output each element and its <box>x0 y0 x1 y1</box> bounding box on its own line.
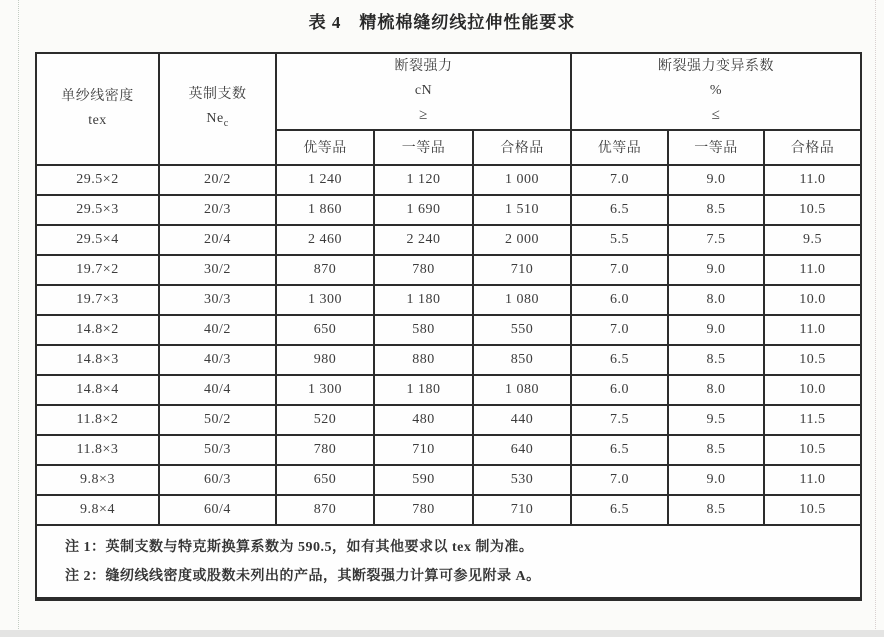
cell-cv-premium: 7.0 <box>571 165 668 195</box>
cell-strength-premium: 1 300 <box>276 285 374 315</box>
cell-strength-first: 480 <box>374 405 473 435</box>
header-english-count <box>159 53 276 165</box>
header-row-groups <box>36 53 861 130</box>
cell-strength-qualified: 1 510 <box>473 195 571 225</box>
table-row <box>36 435 861 465</box>
cell-cv-premium: 6.0 <box>571 375 668 405</box>
cell-strength-first: 1 120 <box>374 165 473 195</box>
cell-density: 29.5×4 <box>36 225 159 255</box>
cell-ne: 40/3 <box>159 345 276 375</box>
cell-strength-qualified: 1 080 <box>473 375 571 405</box>
breaking-strength-operator: ≥ <box>419 107 428 124</box>
cv-operator: ≤ <box>711 107 721 124</box>
note-2: 注 2：缝纫线线密度或股数未列出的产品，其断裂强力计算可参见附录 A。 <box>65 569 541 584</box>
cell-strength-first: 880 <box>374 345 473 375</box>
cell-strength-premium: 1 860 <box>276 195 374 225</box>
cell-cv-premium: 7.5 <box>571 405 668 435</box>
cell-ne: 20/2 <box>159 165 276 195</box>
cell-cv-qualified: 10.5 <box>764 195 861 225</box>
table-row <box>36 465 861 495</box>
cell-cv-premium: 5.5 <box>571 225 668 255</box>
cell-strength-qualified: 2 000 <box>473 225 571 255</box>
cell-cv-first: 9.0 <box>668 255 764 285</box>
cell-cv-premium: 7.0 <box>571 315 668 345</box>
cell-cv-qualified: 10.5 <box>764 495 861 525</box>
cell-cv-qualified: 11.0 <box>764 315 861 345</box>
header-english-count-label: 英制支数 <box>188 86 247 102</box>
cell-density: 11.8×2 <box>36 405 159 435</box>
cell-cv-premium: 6.5 <box>571 345 668 375</box>
cell-strength-first: 2 240 <box>374 225 473 255</box>
table-row <box>36 195 861 225</box>
cell-cv-first: 8.5 <box>668 495 764 525</box>
cell-density: 11.8×3 <box>36 435 159 465</box>
header-strength-first: 一等品 <box>374 130 473 165</box>
cell-strength-premium: 870 <box>276 495 374 525</box>
table-row <box>36 405 861 435</box>
page-bottom-strip <box>0 630 884 637</box>
cell-strength-qualified: 1 080 <box>473 285 571 315</box>
cell-cv-first: 8.5 <box>668 345 764 375</box>
cell-strength-qualified: 550 <box>473 315 571 345</box>
cell-cv-qualified: 10.5 <box>764 345 861 375</box>
cell-cv-qualified: 11.0 <box>764 165 861 195</box>
cell-ne: 30/3 <box>159 285 276 315</box>
cell-density: 9.8×4 <box>36 495 159 525</box>
cell-cv-qualified: 10.0 <box>764 375 861 405</box>
cell-strength-premium: 1 300 <box>276 375 374 405</box>
header-cv-qualified: 合格品 <box>764 130 861 165</box>
cell-strength-qualified: 1 000 <box>473 165 571 195</box>
cv-title: 断裂强力变异系数 <box>658 59 774 75</box>
cell-strength-qualified: 640 <box>473 435 571 465</box>
cell-strength-premium: 1 240 <box>276 165 374 195</box>
cell-ne: 30/2 <box>159 255 276 285</box>
cell-strength-qualified: 530 <box>473 465 571 495</box>
table-row <box>36 315 861 345</box>
cell-strength-qualified: 710 <box>473 255 571 285</box>
table-row <box>36 225 861 255</box>
cell-cv-first: 9.5 <box>668 405 764 435</box>
cv-unit: % <box>709 83 723 99</box>
table-row <box>36 375 861 405</box>
header-cv-group <box>571 53 861 130</box>
cell-cv-first: 9.0 <box>668 465 764 495</box>
cell-strength-premium: 780 <box>276 435 374 465</box>
cell-cv-first: 8.0 <box>668 375 764 405</box>
cell-cv-qualified: 11.5 <box>764 405 861 435</box>
cell-cv-first: 9.0 <box>668 315 764 345</box>
cell-ne: 60/4 <box>159 495 276 525</box>
header-density-unit: tex <box>88 113 107 128</box>
cell-density: 9.8×3 <box>36 465 159 495</box>
cell-cv-first: 9.0 <box>668 165 764 195</box>
cell-density: 29.5×2 <box>36 165 159 195</box>
cell-cv-premium: 7.0 <box>571 255 668 285</box>
page-edge-left <box>18 0 19 637</box>
cell-strength-first: 1 180 <box>374 285 473 315</box>
cell-strength-premium: 520 <box>276 405 374 435</box>
cell-cv-premium: 6.5 <box>571 495 668 525</box>
cell-ne: 40/2 <box>159 315 276 345</box>
cell-cv-qualified: 9.5 <box>764 225 861 255</box>
cell-strength-qualified: 440 <box>473 405 571 435</box>
cell-ne: 40/4 <box>159 375 276 405</box>
cell-strength-first: 590 <box>374 465 473 495</box>
cell-strength-first: 710 <box>374 435 473 465</box>
cell-strength-premium: 650 <box>276 465 374 495</box>
notes-cell <box>36 525 861 599</box>
cell-density: 14.8×3 <box>36 345 159 375</box>
cell-cv-first: 7.5 <box>668 225 764 255</box>
cell-cv-premium: 6.0 <box>571 285 668 315</box>
cell-density: 29.5×3 <box>36 195 159 225</box>
cell-cv-premium: 6.5 <box>571 195 668 225</box>
header-density <box>36 53 159 165</box>
cell-cv-qualified: 11.0 <box>764 255 861 285</box>
cell-cv-first: 8.5 <box>668 435 764 465</box>
cell-cv-premium: 7.0 <box>571 465 668 495</box>
header-strength-premium: 优等品 <box>276 130 374 165</box>
cell-cv-first: 8.0 <box>668 285 764 315</box>
cell-strength-qualified: 710 <box>473 495 571 525</box>
table-row <box>36 495 861 525</box>
header-strength-qualified: 合格品 <box>473 130 571 165</box>
spec-table <box>35 52 862 601</box>
cell-ne: 20/3 <box>159 195 276 225</box>
table-title: 表 4 精梳棉缝纫线拉伸性能要求 <box>308 13 576 32</box>
cell-density: 19.7×2 <box>36 255 159 285</box>
cell-strength-premium: 980 <box>276 345 374 375</box>
breaking-strength-unit: cN <box>414 83 433 99</box>
ne-symbol-base: Ne <box>206 110 224 126</box>
header-breaking-strength-group <box>276 53 571 130</box>
table-row <box>36 345 861 375</box>
cell-strength-first: 780 <box>374 255 473 285</box>
cell-strength-first: 580 <box>374 315 473 345</box>
cell-cv-first: 8.5 <box>668 195 764 225</box>
cell-ne: 50/3 <box>159 435 276 465</box>
cell-density: 19.7×3 <box>36 285 159 315</box>
table-row <box>36 165 861 195</box>
page-edge-right <box>875 0 876 637</box>
cell-strength-qualified: 850 <box>473 345 571 375</box>
cell-cv-qualified: 10.5 <box>764 435 861 465</box>
header-cv-first: 一等品 <box>668 130 764 165</box>
cell-cv-qualified: 10.0 <box>764 285 861 315</box>
cell-ne: 20/4 <box>159 225 276 255</box>
header-density-label: 单纱线密度 <box>61 89 134 104</box>
cell-strength-first: 780 <box>374 495 473 525</box>
cell-ne: 60/3 <box>159 465 276 495</box>
note-1: 注 1：英制支数与特克斯换算系数为 590.5，如有其他要求以 tex 制为准。 <box>65 540 534 555</box>
table-row <box>36 285 861 315</box>
cell-cv-qualified: 11.0 <box>764 465 861 495</box>
ne-symbol-subscript: c <box>223 117 229 129</box>
cell-cv-premium: 6.5 <box>571 435 668 465</box>
cell-density: 14.8×2 <box>36 315 159 345</box>
cell-ne: 50/2 <box>159 405 276 435</box>
header-cv-premium: 优等品 <box>571 130 668 165</box>
notes-row <box>36 525 861 599</box>
table-row <box>36 255 861 285</box>
cell-strength-first: 1 690 <box>374 195 473 225</box>
header-english-count-symbol <box>160 107 275 136</box>
breaking-strength-title: 断裂强力 <box>394 59 453 75</box>
cell-density: 14.8×4 <box>36 375 159 405</box>
cell-strength-premium: 2 460 <box>276 225 374 255</box>
cell-strength-premium: 870 <box>276 255 374 285</box>
cell-strength-premium: 650 <box>276 315 374 345</box>
cell-strength-first: 1 180 <box>374 375 473 405</box>
